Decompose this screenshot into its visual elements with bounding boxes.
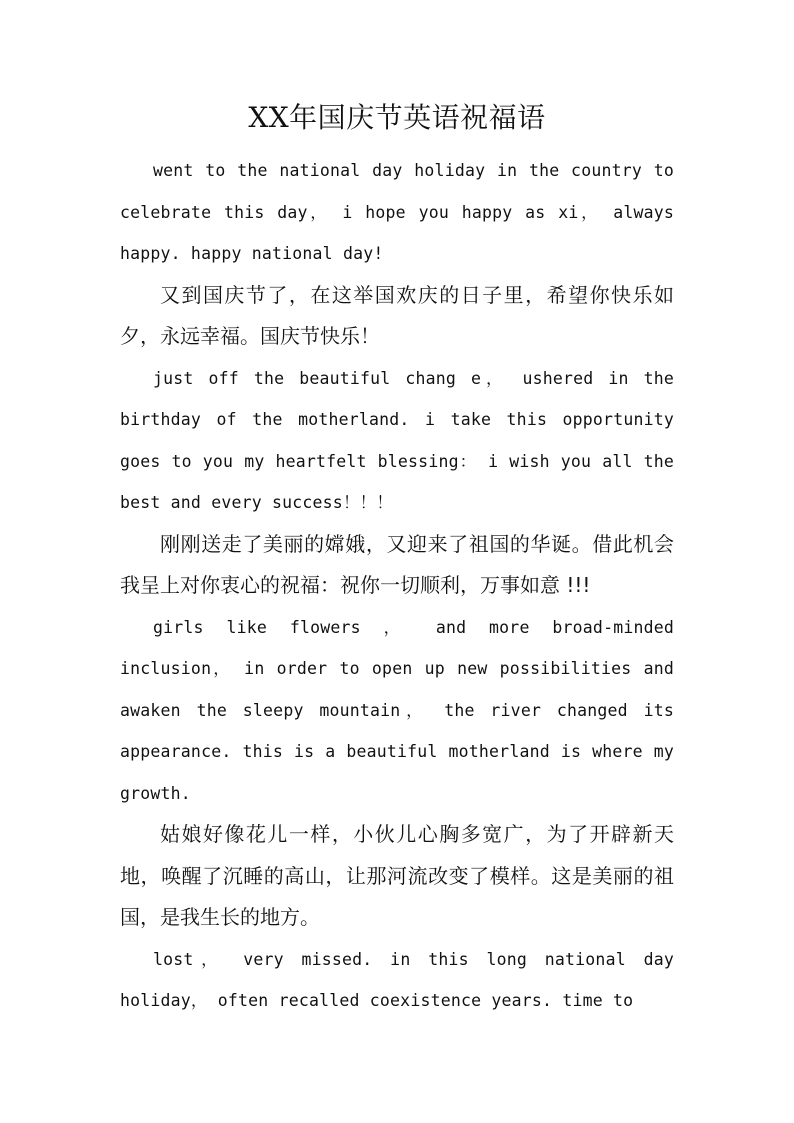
paragraph-english-3: girls like flowers ， and more broad-minded inclusion， in order to open up new possibilities and awaken the sleepy mountain， the river changed its appearance. this is a beautiful motherland is where my growth. [120,617,674,803]
paragraph-chinese-3: 姑娘好像花儿一样，小伙儿心胸多宽广，为了开辟新天地，唤醒了沉睡的高山，让那河流改变了模样。这是美丽的祖国，是我生长的地方。 [120,822,674,929]
document-title: XX年国庆节英语祝福语 [248,101,546,134]
document-body [120,150,674,1022]
paragraph-chinese-1: 又到国庆节了，在这举国欢庆的日子里，希望你快乐如夕，永远幸福。国庆节快乐！ [120,282,674,348]
paragraph-english-4: lost， very missed. in this long national day holiday， often recalled coexistence years. time to [120,949,674,1010]
paragraph-english-1: went to the national day holiday in the country to celebrate this day， i hope you happy as xi， always happy. happy national day! [120,161,674,263]
paragraph-english-2: just off the beautiful chang e， ushered in the birthday of the motherland. i take this opportunity goes to you my heartfelt blessing： i wish you all the best and every success！！！ [120,368,674,512]
paragraph-chinese-2: 刚刚送走了美丽的嫦娥，又迎来了祖国的华诞。借此机会我呈上对你衷心的祝福：祝你一切顺利，万事如意 !!! [120,531,674,597]
